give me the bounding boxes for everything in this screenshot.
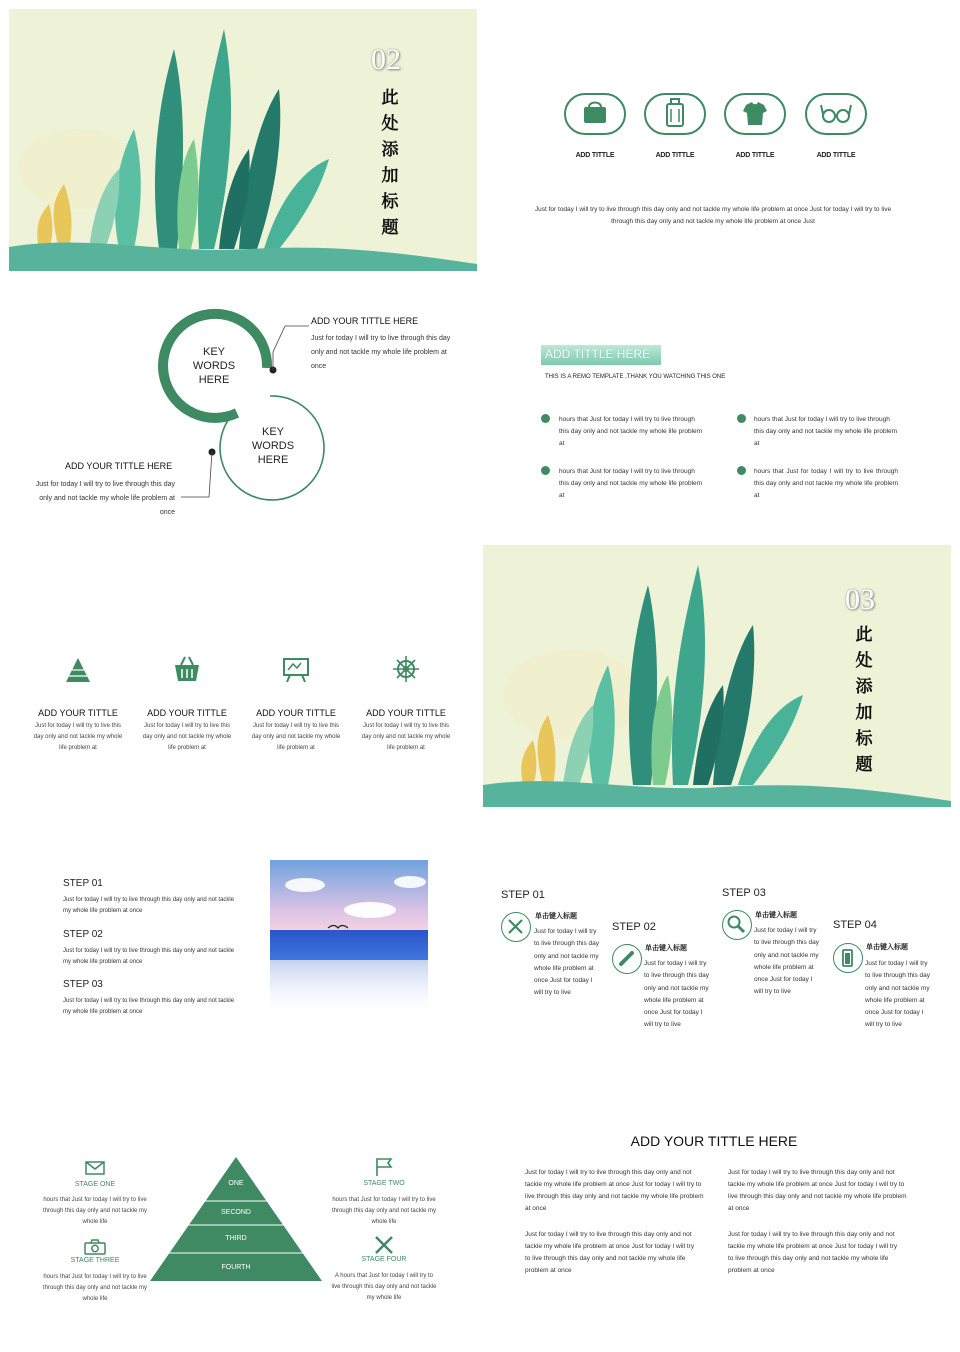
pyramid-icon bbox=[65, 657, 91, 683]
step-title: STEP 01 bbox=[501, 889, 545, 901]
stage-text: A hours that Just for today I will try to live through this day only and not tackle my whole life bbox=[331, 1273, 437, 1301]
step-title: STEP 01 bbox=[63, 878, 103, 889]
bullet-text: hours that Just for today I will try to live through this day only and not tackle my whole life problem at bbox=[559, 468, 703, 499]
slide-subtitle: THIS IS A REMO TEMPLATE ,THANK YOU WATCHING THIS ONE bbox=[545, 374, 726, 380]
step-text: Just for today I will try to live through this day only and not tackle my whole life problem at once Just for today I will try to live bbox=[644, 960, 710, 1029]
callout-title-1: ADD YOUR TITTLE HERE bbox=[311, 316, 419, 326]
bullet-dot bbox=[541, 466, 550, 475]
feature-title: ADD YOUR TITTLE bbox=[256, 708, 336, 718]
slide-icons bbox=[483, 9, 951, 271]
step-subtitle: 单击键入标题 bbox=[755, 910, 797, 919]
glasses-icon bbox=[805, 93, 867, 135]
feature-text: Just for today I will try to live this day only and not tackle my whole life problem at bbox=[33, 723, 123, 751]
section-number: 03 bbox=[845, 583, 875, 616]
pyramid-level: ONE bbox=[228, 1180, 244, 1187]
bullet-text: hours that Just for today I will try to live through this day only and not tackle my whole life problem at bbox=[754, 416, 898, 447]
step-title: STEP 03 bbox=[722, 887, 766, 899]
body-paragraph: Just for today I will try to live through this day only and not tackle my whole life problem at once Just for today I will try to live through this day only and not tackle my whole life problem at once bbox=[525, 1169, 704, 1212]
step-subtitle: 单击键入标题 bbox=[866, 942, 908, 951]
step-text: Just for today I will try to live through this day only and not tackle my whole life problem at once Just for today I will try to live bbox=[865, 960, 931, 1029]
slide-keywords bbox=[9, 290, 477, 530]
section-title-vertical: 此 处 添 加 标 题 bbox=[855, 625, 873, 775]
callout-title-2: ADD YOUR TITTLE HERE bbox=[65, 461, 173, 471]
slide-text-columns bbox=[483, 1099, 951, 1339]
section-number: 02 bbox=[371, 43, 401, 76]
step-title: STEP 03 bbox=[63, 979, 103, 990]
link-icon bbox=[612, 944, 642, 974]
mail-icon bbox=[85, 1161, 105, 1175]
icon-label: ADD TITTLE bbox=[735, 152, 775, 159]
step-subtitle: 单击键入标题 bbox=[645, 943, 687, 952]
callout-text-1: Just for today I will try to live through this day only and not tackle my whole life problem at once bbox=[311, 335, 451, 370]
battery-icon bbox=[833, 943, 863, 973]
bullet-dot bbox=[737, 414, 746, 423]
stage-text: hours that Just for today I will try to live through this day only and not tackle my whole life bbox=[331, 1197, 437, 1225]
feature-title: ADD YOUR TITTLE bbox=[147, 708, 227, 718]
callout-text-2: Just for today I will try to live through this day only and not tackle my whole life problem at once bbox=[35, 481, 175, 516]
step-title: STEP 04 bbox=[833, 919, 877, 931]
feature-text: Just for today I will try to live this day only and not tackle my whole life problem at bbox=[361, 723, 451, 751]
stage-text: hours that Just for today I will try to live through this day only and not tackle my whole life bbox=[42, 1274, 148, 1302]
slide-pyramid bbox=[9, 1099, 477, 1339]
stage-title: STAGE THREE bbox=[70, 1257, 120, 1264]
camera-icon bbox=[84, 1239, 106, 1255]
slide-section-02 bbox=[9, 9, 477, 271]
bullet-text: hours that Just for today I will try to live through this day only and not tackle my whole life problem at bbox=[754, 468, 898, 499]
keyword-circle-1: KEY WORDS HERE bbox=[192, 346, 236, 386]
section-title-vertical: 此 处 添 加 标 题 bbox=[381, 88, 399, 238]
pyramid-level: FOURTH bbox=[221, 1264, 251, 1271]
step-text: Just for today I will try to live through this day only and not tackle my whole life problem at once bbox=[63, 998, 235, 1015]
feature-text: Just for today I will try to live this day only and not tackle my whole life problem at bbox=[251, 723, 341, 751]
slide-title: ADD TITTLE HERE bbox=[545, 347, 651, 361]
body-paragraph: Just for today I will try to live through this day only and not tackle my whole life problem at once Just for today I will try to live through this day only and not tackle my whole life problem at once bbox=[728, 1231, 898, 1274]
sea-sky-picture bbox=[270, 860, 428, 1020]
pyramid-level: SECOND bbox=[221, 1209, 251, 1216]
search-icon bbox=[722, 910, 752, 940]
stage-title: STAGE FOUR bbox=[361, 1256, 407, 1263]
icon-label: ADD TITTLE bbox=[575, 152, 615, 159]
step-subtitle: 单击键入标题 bbox=[535, 911, 577, 920]
feature-text: Just for today I will try to live this day only and not tackle my whole life problem at bbox=[142, 723, 232, 751]
stage-text: hours that Just for today I will try to live through this day only and not tackle my whole life bbox=[42, 1197, 148, 1225]
helm-icon bbox=[392, 655, 420, 683]
step-title: STEP 02 bbox=[63, 929, 103, 940]
feature-title: ADD YOUR TITTLE bbox=[366, 708, 446, 718]
feature-title: ADD YOUR TITTLE bbox=[38, 708, 118, 718]
wrench-icon bbox=[373, 1235, 395, 1255]
easel-icon bbox=[282, 655, 310, 683]
plants-illustration bbox=[483, 545, 951, 807]
tshirt-icon bbox=[724, 93, 786, 135]
bullet-dot bbox=[737, 466, 746, 475]
plants-illustration bbox=[9, 9, 477, 271]
slide-steps-picture bbox=[9, 822, 477, 1084]
body-text: Just for today I will try to live through this day only and not tackle my whole life problem at once Just for today I will try to live through this day only and not tackle my whole life problem at once Just bbox=[534, 206, 892, 225]
step-text: Just for today I will try to live through this day only and not tackle my whole life problem at once bbox=[63, 948, 235, 965]
pyramid-level: THIRD bbox=[225, 1235, 247, 1242]
tools-icon bbox=[501, 912, 531, 942]
suitcase-icon bbox=[644, 93, 706, 135]
keyword-circle-2: KEY WORDS HERE bbox=[251, 426, 295, 466]
icon-label: ADD TITTLE bbox=[655, 152, 695, 159]
body-paragraph: Just for today I will try to live through this day only and not tackle my whole life problem at once Just for today I will try to live through this day only and not tackle my whole life problem at once bbox=[728, 1169, 907, 1212]
stage-title: STAGE ONE bbox=[74, 1181, 116, 1188]
step-text: Just for today I will try to live through this day only and not tackle my whole life problem at once bbox=[63, 897, 235, 914]
flag-icon bbox=[374, 1157, 394, 1177]
slide-bullets bbox=[483, 290, 951, 530]
icon-label: ADD TITTLE bbox=[816, 152, 856, 159]
pyramid-diagram bbox=[150, 1157, 322, 1281]
step-text: Just for today I will try to live through this day only and not tackle my whole life problem at once Just for today I will try to live bbox=[754, 927, 820, 996]
stage-title: STAGE TWO bbox=[363, 1180, 405, 1187]
bullet-text: hours that Just for today I will try to live through this day only and not tackle my whole life problem at bbox=[559, 416, 703, 447]
basket-icon bbox=[173, 655, 201, 683]
slide-features bbox=[9, 545, 477, 807]
step-title: STEP 02 bbox=[612, 921, 656, 933]
body-paragraph: Just for today I will try to live through this day only and not tackle my whole life problem at once Just for today I will try to live through this day only and not tackle my whole life problem at once bbox=[525, 1231, 695, 1274]
slide-four-steps bbox=[483, 822, 951, 1084]
bag-icon bbox=[564, 93, 626, 135]
bullet-dot bbox=[541, 414, 550, 423]
slide-title: ADD YOUR TITTLE HERE bbox=[630, 1133, 798, 1149]
slide-section-03 bbox=[483, 545, 951, 807]
step-text: Just for today I will try to live through this day only and not tackle my whole life problem at once Just for today I will try to live bbox=[534, 928, 600, 997]
